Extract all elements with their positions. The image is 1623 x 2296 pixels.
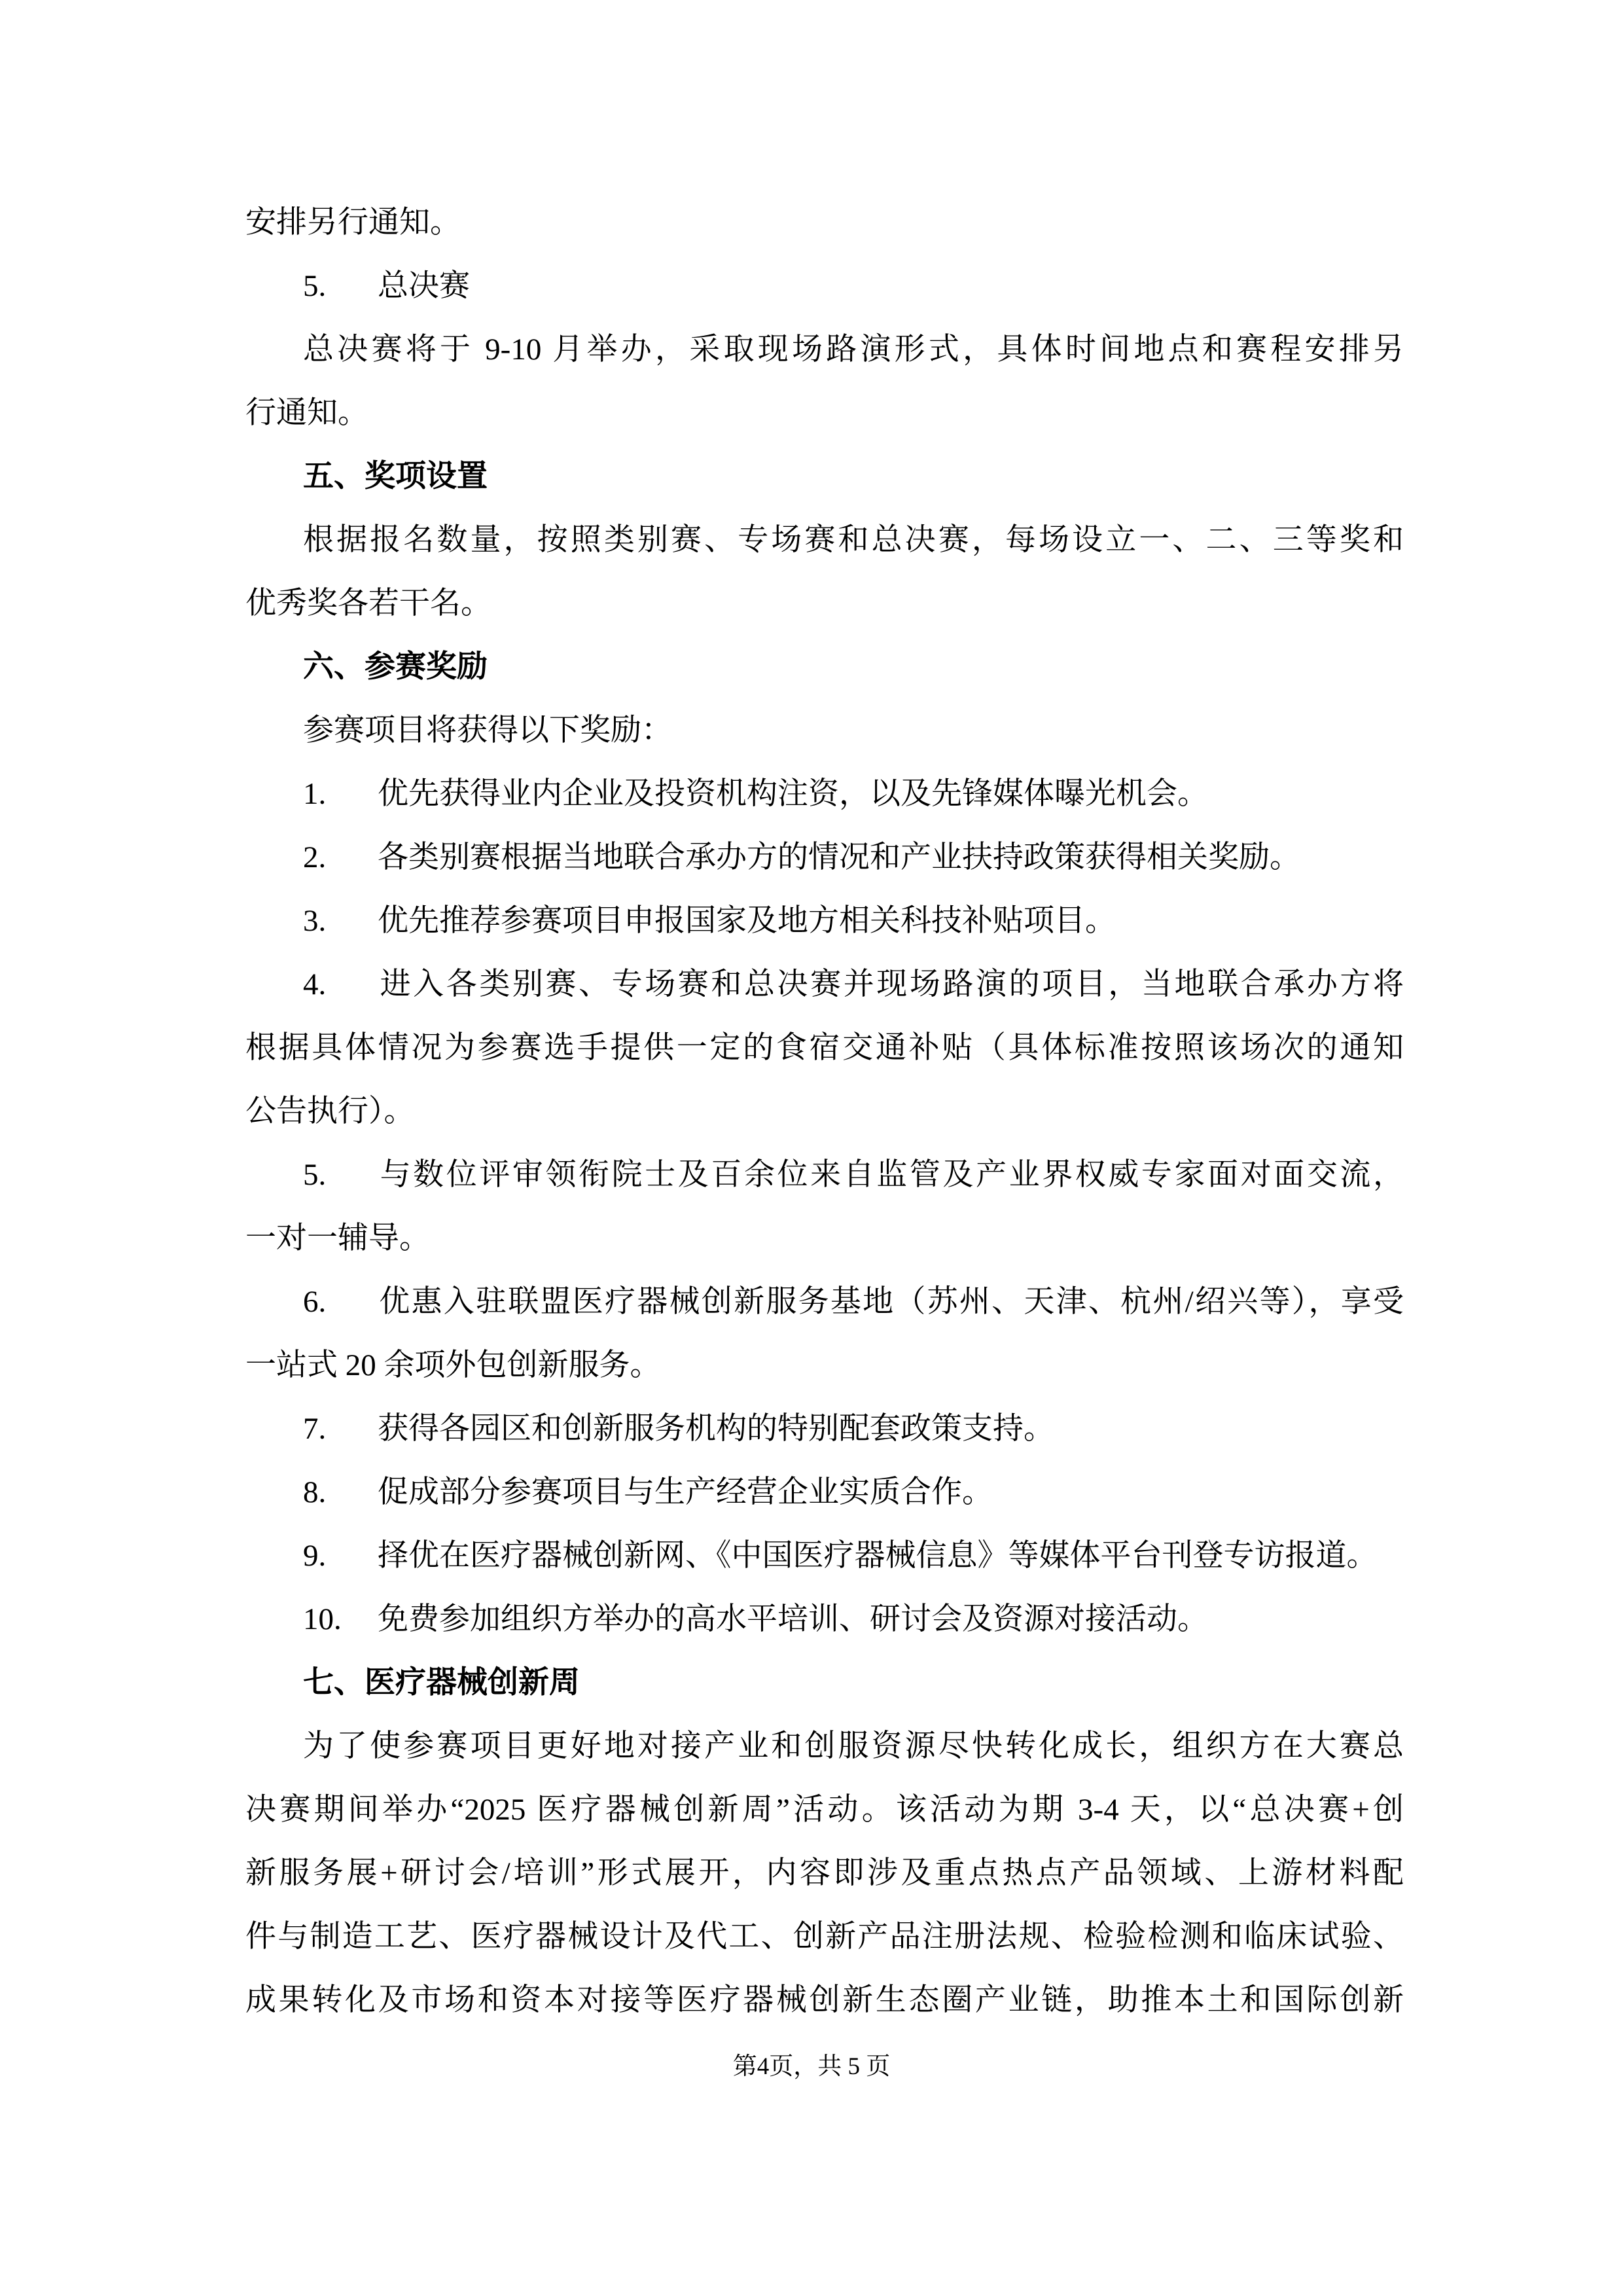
list-item — [245, 1270, 1404, 1334]
list-item — [245, 762, 1404, 826]
paragraph-line: 总决赛将于 9-10 月举办，采取现场路演形式，具体时间地点和赛程安排另 — [303, 332, 1404, 367]
list-item-text: 获得各园区和创新服务机构的特别配套政策支持。 — [378, 1412, 1054, 1446]
paragraph-line: 根据报名数量，按照类别赛、专场赛和总决赛，每场设立一、二、三等奖和 — [303, 523, 1404, 557]
list-item — [245, 953, 1404, 1016]
paragraph-line: 根据具体情况为参赛选手提供一定的食宿交通补贴（具体标准按照该场次的通知 — [245, 1031, 1404, 1065]
list-item — [245, 1397, 1404, 1461]
list-number: 3. — [303, 904, 327, 938]
section-heading: 六、参赛奖励 — [303, 650, 488, 684]
list-item-text: 与数位评审领衔院士及百余位来自监管及产业界权威专家面对面交流， — [378, 1158, 1404, 1192]
list-item-text: 促成部分参赛项目与生产经营企业实质合作。 — [378, 1475, 993, 1509]
paragraph-line: 公告执行）。 — [245, 1094, 415, 1128]
section-heading: 五、奖项设置 — [303, 459, 488, 493]
list-item — [245, 889, 1404, 953]
list-number: 5. — [303, 1158, 327, 1192]
list-number: 8. — [303, 1475, 327, 1509]
paragraph-line: 一对一辅导。 — [245, 1221, 430, 1255]
list-item-text: 优先获得业内企业及投资机构注资，以及先锋媒体曝光机会。 — [378, 777, 1208, 811]
page-number-footer: 第4页，共 5 页 — [732, 2053, 891, 2080]
paragraph-line: 成果转化及市场和资本对接等医疗器械创新生态圈产业链，助推本土和国际创新 — [245, 1983, 1404, 2017]
list-number: 1. — [303, 777, 327, 811]
paragraph-line: 一站式 20 余项外包创新服务。 — [245, 1348, 661, 1382]
list-number: 9. — [303, 1539, 327, 1573]
list-item-text: 优先推荐参赛项目申报国家及地方相关科技补贴项目。 — [378, 904, 1116, 938]
list-number: 4. — [303, 967, 327, 1001]
list-number: 5. — [303, 269, 327, 303]
list-item-text: 优惠入驻联盟医疗器械创新服务基地（苏州、天津、杭州/绍兴等），享受 — [378, 1285, 1404, 1319]
list-item — [245, 826, 1404, 889]
list-item-text: 免费参加组织方举办的高水平培训、研讨会及资源对接活动。 — [378, 1602, 1208, 1636]
list-number: 7. — [303, 1412, 327, 1446]
paragraph-line: 优秀奖各若干名。 — [245, 586, 491, 620]
list-item-text: 进入各类别赛、专场赛和总决赛并现场路演的项目，当地联合承办方将 — [378, 967, 1404, 1001]
paragraph-line: 安排另行通知。 — [245, 206, 461, 240]
subsection-title: 总决赛 — [378, 269, 470, 303]
subsection-heading — [245, 255, 1404, 318]
paragraph-line: 为了使参赛项目更好地对接产业和创服资源尽快转化成长，组织方在大赛总 — [303, 1729, 1404, 1763]
list-item — [245, 1524, 1404, 1588]
list-number: 2. — [303, 840, 327, 874]
paragraph-line: 行通知。 — [245, 396, 368, 430]
list-item — [245, 1143, 1404, 1207]
list-number: 10. — [303, 1602, 342, 1636]
list-item — [245, 1588, 1404, 1651]
paragraph-line: 新服务展+研讨会/培训”形式展开，内容即涉及重点热点产品领域、上游材料配 — [245, 1856, 1404, 1890]
paragraph-line: 决赛期间举办“2025 医疗器械创新周”活动。该活动为期 3-4 天，以“总决赛+创 — [245, 1793, 1404, 1827]
paragraph-line: 参赛项目将获得以下奖励： — [303, 713, 672, 747]
list-item — [245, 1461, 1404, 1524]
paragraph-line: 件与制造工艺、医疗器械设计及代工、创新产品注册法规、检验检测和临床试验、 — [245, 1920, 1404, 1954]
document-body — [245, 191, 1404, 2032]
section-heading: 七、医疗器械创新周 — [303, 1666, 580, 1700]
list-number: 6. — [303, 1285, 327, 1319]
list-item-text: 择优在医疗器械创新网、《中国医疗器械信息》等媒体平台刊登专访报道。 — [378, 1539, 1378, 1573]
list-item-text: 各类别赛根据当地联合承办方的情况和产业扶持政策获得相关奖励。 — [378, 840, 1300, 874]
